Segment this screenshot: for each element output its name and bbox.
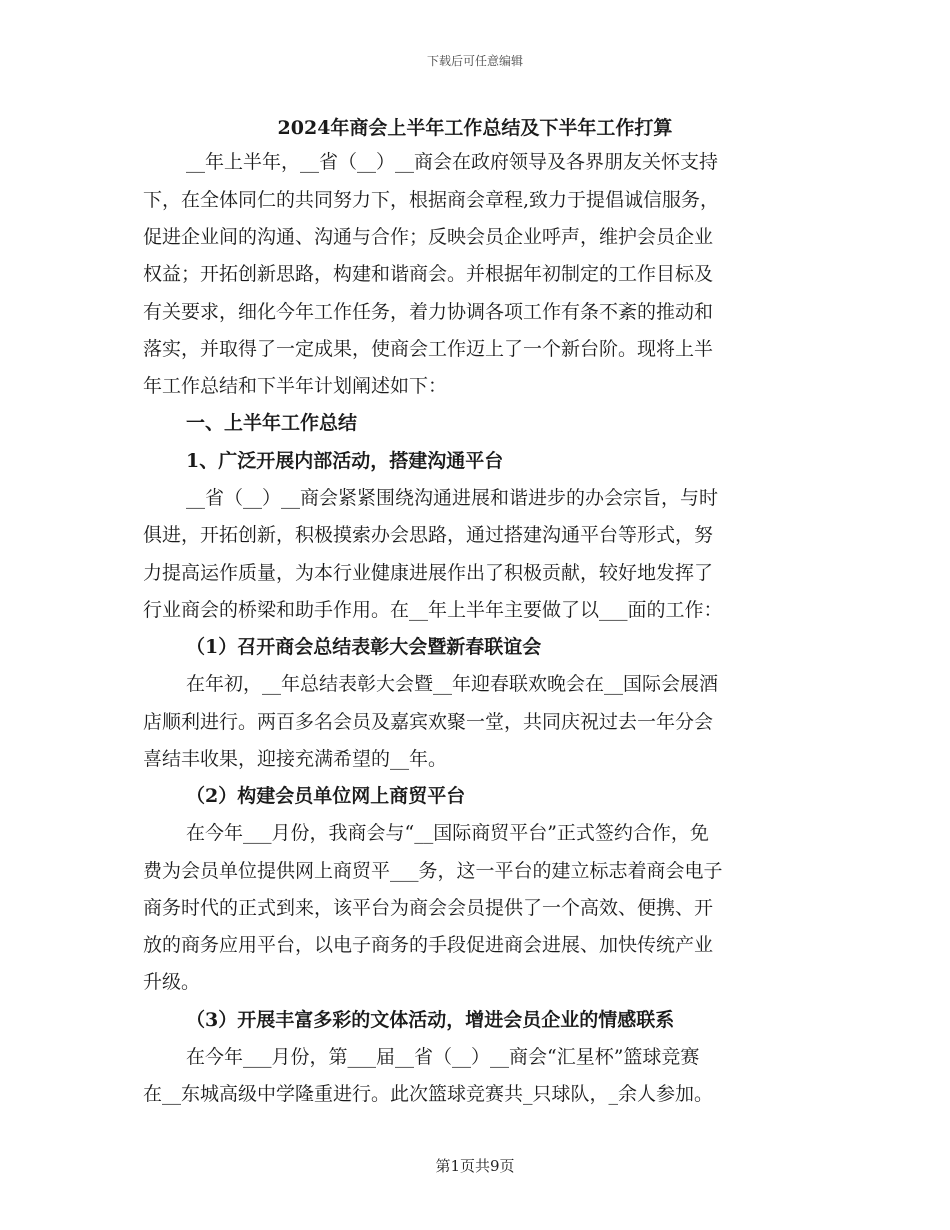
paragraph-line: 喜结丰收果，迎接充满希望的__年。 (143, 748, 448, 770)
paragraph-line: __年上半年，__省（__）__商会在政府领导及各界朋友关怀支持 (186, 151, 719, 173)
paragraph-line: 权益；开拓创新思路，构建和谐商会。并根据年初制定的工作目标及 (143, 263, 714, 285)
paragraph-line: 费为会员单位提供网上商贸平___务，这一平台的建立标志着商会电子 (143, 860, 723, 882)
item-heading: （2）构建会员单位网上商贸平台 (186, 785, 466, 807)
paragraph-line: 落实，并取得了一定成果，使商会工作迈上了一个新台阶。现将上半 (143, 338, 714, 360)
paragraph-line: 商务时代的正式到来，该平台为商会会员提供了一个高效、便携、开 (143, 897, 714, 919)
paragraph-line: 力提高运作质量，为本行业健康进展作出了积极贡献，较好地发挥了 (143, 562, 714, 584)
item-heading: （1）召开商会总结表彰大会暨新春联谊会 (186, 636, 542, 658)
paragraph-line: 年工作总结和下半年计划阐述如下： (143, 375, 448, 397)
document-title: 2024年商会上半年工作总结及下半年工作打算 (277, 117, 673, 139)
paragraph-line: 有关要求，细化今年工作任务，着力协调各项工作有条不紊的推动和 (143, 301, 714, 323)
paragraph-line: 行业商会的桥梁和助手作用。在__年上半年主要做了以___面的工作： (143, 599, 723, 621)
paragraph-line: 在今年___月份，我商会与“__国际商贸平台”正式签约合作，免 (186, 822, 709, 844)
paragraph-line: 下，在全体同仁的共同努力下，根据商会章程,致力于提倡诚信服务， (143, 189, 720, 211)
paragraph-line: 在年初，__年总结表彰大会暨__年迎春联欢晚会在__国际会展酒 (186, 673, 719, 695)
paragraph-line: 店顺利进行。两百多名会员及嘉宾欢聚一堂，共同庆祝过去一年分会 (143, 711, 714, 733)
paragraph-line: __省（__）__商会紧紧围绕沟通进展和谐进步的办会宗旨，与时 (186, 487, 719, 509)
paragraph-line: 促进企业间的沟通、沟通与合作；反映会员企业呼声，维护会员企业 (143, 226, 714, 248)
subsection-heading: 1、广泛开展内部活动，搭建沟通平台 (186, 450, 504, 472)
page-number: 第1页共9页 (435, 1157, 515, 1175)
paragraph-line: 在今年___月份，第___届__省（__）__商会“汇星杯”篮球竞赛 (186, 1046, 700, 1068)
item-heading: （3）开展丰富多彩的文体活动，增进会员企业的情感联系 (186, 1009, 675, 1031)
page-header: 下载后可任意编辑 (426, 54, 523, 68)
paragraph-line: 放的商务应用平台，以电子商务的手段促进商会进展、加快传统产业 (143, 934, 714, 956)
paragraph-line: 俱进，开拓创新，积极摸索办会思路，通过搭建沟通平台等形式，努 (143, 524, 714, 546)
paragraph-line: 在__东城高级中学隆重进行。此次篮球竞赛共_只球队，_余人参加。 (143, 1083, 714, 1105)
section-heading: 一、上半年工作总结 (186, 412, 358, 434)
paragraph-line: 升级。 (143, 971, 201, 993)
